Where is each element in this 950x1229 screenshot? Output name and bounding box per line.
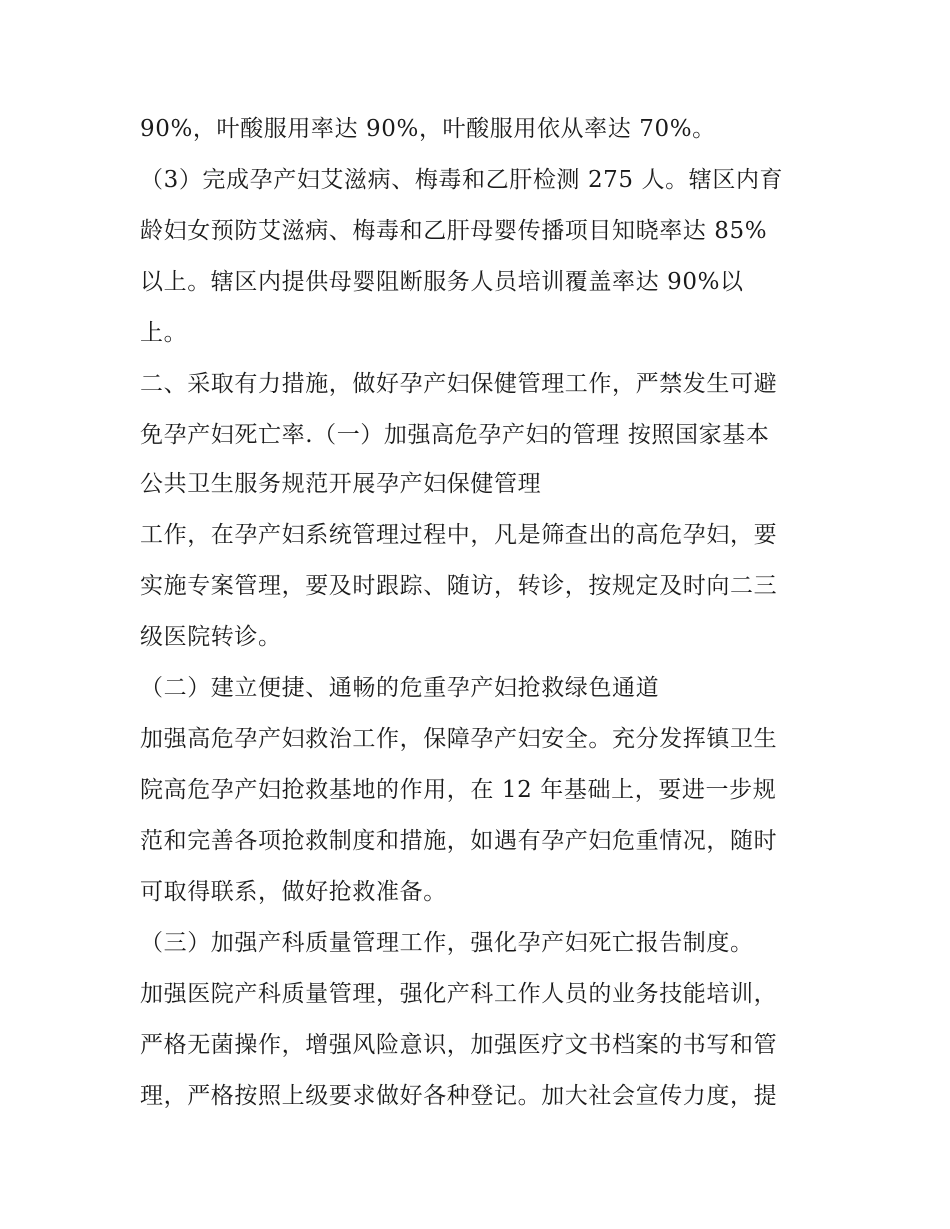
text-line-20: 理，严格按照上级要求做好各种登记。加大社会宣传力度，提 — [140, 1083, 778, 1109]
text-line-6: 二、采取有力措施，做好孕产妇保健管理工作，严禁发生可避 — [140, 371, 778, 397]
text-line-4: 以上。辖区内提供母婴阻断服务人员培训覆盖率达 90%以 — [140, 269, 744, 295]
text-line-14: 院高危孕产妇抢救基地的作用，在 12 年基础上，要进一步规 — [140, 777, 777, 803]
text-line-19: 严格无菌操作，增强风险意识，加强医疗文书档案的书写和管 — [140, 1032, 778, 1058]
text-line-12: （二）建立便捷、通畅的危重孕产妇抢救绿色通道 — [140, 675, 660, 701]
text-line-10: 实施专案管理，要及时跟踪、随访，转诊，按规定及时向二三 — [140, 573, 778, 599]
text-line-15: 范和完善各项抢救制度和措施，如遇有孕产妇危重情况，随时 — [140, 828, 778, 854]
text-line-18: 加强医院产科质量管理，强化产科工作人员的业务技能培训， — [140, 981, 778, 1007]
text-line-3: 龄妇女预防艾滋病、梅毒和乙肝母婴传播项目知晓率达 85% — [140, 218, 768, 244]
text-line-7: 免孕产妇死亡率.（一）加强高危孕产妇的管理 按照国家基本 — [140, 422, 770, 448]
text-line-5: 上。 — [140, 320, 188, 346]
text-line-9: 工作，在孕产妇系统管理过程中，凡是筛查出的高危孕妇，要 — [140, 522, 778, 548]
text-line-11: 级医院转诊。 — [140, 624, 282, 650]
text-line-2: （3）完成孕产妇艾滋病、梅毒和乙肝检测 275 人。辖区内育 — [140, 167, 784, 193]
text-line-13: 加强高危孕产妇救治工作，保障孕产妇安全。充分发挥镇卫生 — [140, 726, 778, 752]
text-line-17: （三）加强产科质量管理工作，强化孕产妇死亡报告制度。 — [140, 930, 754, 956]
text-line-8: 公共卫生服务规范开展孕产妇保健管理 — [140, 471, 542, 497]
text-line-16: 可取得联系，做好抢救准备。 — [140, 879, 447, 905]
text-line-1: 90%，叶酸服用率达 90%，叶酸服用依从率达 70%。 — [140, 116, 716, 142]
